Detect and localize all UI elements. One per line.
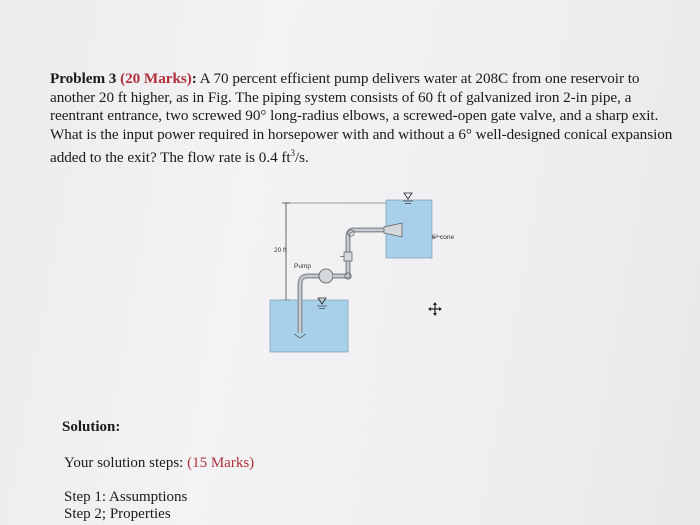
upper-level-symbol bbox=[404, 193, 412, 199]
discharge-pipe bbox=[333, 230, 384, 276]
lower-reservoir bbox=[270, 300, 348, 352]
height-label: 20 ft bbox=[274, 247, 287, 254]
steps-intro: Your solution steps: bbox=[64, 455, 188, 471]
solution-heading: Solution: bbox=[62, 419, 121, 435]
steps-marks: (15 Marks) bbox=[187, 455, 255, 471]
move-cursor-icon bbox=[428, 302, 442, 316]
pump-system-figure bbox=[262, 188, 472, 358]
step-2: Step 2; Properties bbox=[64, 506, 171, 522]
problem-text-end: /s. bbox=[295, 149, 309, 167]
step-1: Step 1: Assumptions bbox=[64, 489, 188, 505]
pump bbox=[319, 269, 333, 283]
pump-label: Pump bbox=[294, 263, 311, 270]
problem-colon: : bbox=[191, 70, 197, 87]
problem-marks: (20 Marks) bbox=[120, 70, 192, 87]
problem-text: A 70 percent efficient pump delivers water at 208C from one reservoir to another 20 ft higher, as in Fig. The piping system consists of 60 ft of galvanized iron 2-in pipe, a reentrant entrance, two screwed 90° long-radius elbows, a screwed-open gate valve, and a sharp exit. What is the input power required in horsepower with and without a 6° well-designed conical expansion added to the exit? The flow rate is 0.4 ft bbox=[50, 70, 673, 167]
cone-label: 6° cone bbox=[432, 234, 455, 241]
steps-heading bbox=[64, 455, 254, 472]
pump-system-diagram bbox=[262, 188, 472, 358]
problem-statement bbox=[50, 70, 685, 168]
gate-valve bbox=[344, 252, 352, 261]
problem-superscript: 3 bbox=[290, 148, 295, 159]
problem-number: Problem 3 bbox=[50, 70, 117, 87]
